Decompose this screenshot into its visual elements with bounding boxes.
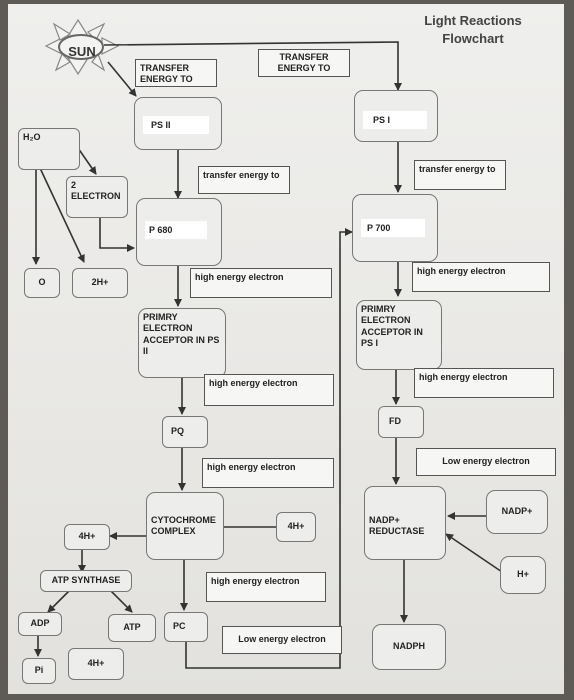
transfer-energy-label-2: TRANSFER ENERGY TO xyxy=(277,51,331,73)
high-energy-label-2: high energy electron xyxy=(209,378,298,388)
primary-acceptor-ps2-label: PRIMRY ELECTRON ACCEPTOR IN PS II xyxy=(143,312,220,356)
transfer-energy-small-right xyxy=(414,160,506,190)
four-h-mid-node xyxy=(276,512,316,542)
h-plus-node xyxy=(500,556,546,594)
h2o-node xyxy=(18,128,80,170)
high-energy-label-3: high energy electron xyxy=(207,462,296,472)
oxygen-node xyxy=(24,268,60,298)
p680-node xyxy=(136,198,222,266)
pq-label: PQ xyxy=(171,426,185,436)
page-title xyxy=(408,12,538,47)
ps1-label: PS I xyxy=(373,115,391,125)
p680-label: P 680 xyxy=(149,225,173,235)
fd-label: FD xyxy=(389,416,401,426)
four-h-left-node xyxy=(64,524,110,550)
cytochrome-node xyxy=(146,492,224,560)
transfer-energy-label-1: TRANSFER ENERGY TO xyxy=(140,63,193,85)
atp-label: ATP xyxy=(123,622,141,633)
title-line-2: Flowchart xyxy=(442,30,504,46)
pc-node xyxy=(164,612,208,642)
two-electron-label: 2 ELECTRON xyxy=(71,180,121,202)
high-energy-label-4: high energy electron xyxy=(211,576,300,586)
four-h-left-label: 4H+ xyxy=(78,531,96,542)
low-energy-bottom-label: Low energy electron xyxy=(238,634,326,645)
two-h-node xyxy=(72,268,128,298)
h2o-label: H₂O xyxy=(23,132,41,142)
atp-synthase-label: ATP SYNTHASE xyxy=(51,575,121,586)
four-h-bottom-label: 4H+ xyxy=(87,658,105,669)
nadph-label: NADPH xyxy=(392,641,425,652)
adp-label: ADP xyxy=(30,618,50,629)
nadph-node xyxy=(372,624,446,670)
low-energy-box-right xyxy=(416,448,556,476)
nadp-reductase-node xyxy=(364,486,446,560)
high-energy-right-label-2: high energy electron xyxy=(419,372,508,382)
atp-synthase-node xyxy=(40,570,132,592)
high-energy-box-right-1 xyxy=(412,262,550,292)
high-energy-box-4 xyxy=(206,572,326,602)
four-h-mid-label: 4H+ xyxy=(287,521,305,532)
fd-node xyxy=(378,406,424,438)
p700-node xyxy=(352,194,438,262)
high-energy-box-2 xyxy=(204,374,334,406)
transfer-energy-small-left-label: transfer energy to xyxy=(203,170,280,180)
pq-node xyxy=(162,416,208,448)
nadp-plus-node xyxy=(486,490,548,534)
four-h-bottom-node xyxy=(68,648,124,680)
transfer-energy-box-2 xyxy=(258,49,350,77)
high-energy-right-label-1: high energy electron xyxy=(417,266,506,276)
high-energy-box-right-2 xyxy=(414,368,554,398)
nadp-plus-label: NADP+ xyxy=(501,506,533,517)
transfer-energy-small-right-label: transfer energy to xyxy=(419,164,496,174)
two-h-label: 2H+ xyxy=(91,277,109,288)
p700-label: P 700 xyxy=(367,223,391,233)
high-energy-label-1: high energy electron xyxy=(195,272,284,282)
low-energy-box-bottom xyxy=(222,626,342,654)
primary-acceptor-ps1-label: PRIMRY ELECTRON ACCEPTOR IN PS I xyxy=(361,304,423,348)
pi-node xyxy=(22,658,56,684)
two-electron-node xyxy=(66,176,128,218)
ps2-node xyxy=(134,97,222,150)
high-energy-box-3 xyxy=(202,458,334,488)
ps2-label: PS II xyxy=(151,120,171,130)
ps1-node xyxy=(354,90,438,142)
primary-acceptor-ps1-node xyxy=(356,300,442,370)
h-plus-label: H+ xyxy=(517,569,529,580)
sun-label: SUN xyxy=(68,44,96,59)
arrow-sun-ps2 xyxy=(108,62,136,96)
low-energy-right-label: Low energy electron xyxy=(442,456,530,467)
nadp-reductase-label: NADP+ REDUCTASE xyxy=(369,515,425,537)
pi-label: Pi xyxy=(34,665,44,676)
primary-acceptor-ps2-node xyxy=(138,308,226,378)
cytochrome-label: CYTOCHROME COMPLEX xyxy=(151,515,216,537)
title-line-1: Light Reactions xyxy=(424,13,522,28)
atp-node xyxy=(108,614,156,642)
transfer-energy-small-left xyxy=(198,166,290,194)
transfer-energy-box-1 xyxy=(135,59,217,87)
oxygen-label: O xyxy=(38,277,46,288)
high-energy-box-1 xyxy=(190,268,332,298)
pc-label: PC xyxy=(173,621,186,631)
adp-node xyxy=(18,612,62,636)
